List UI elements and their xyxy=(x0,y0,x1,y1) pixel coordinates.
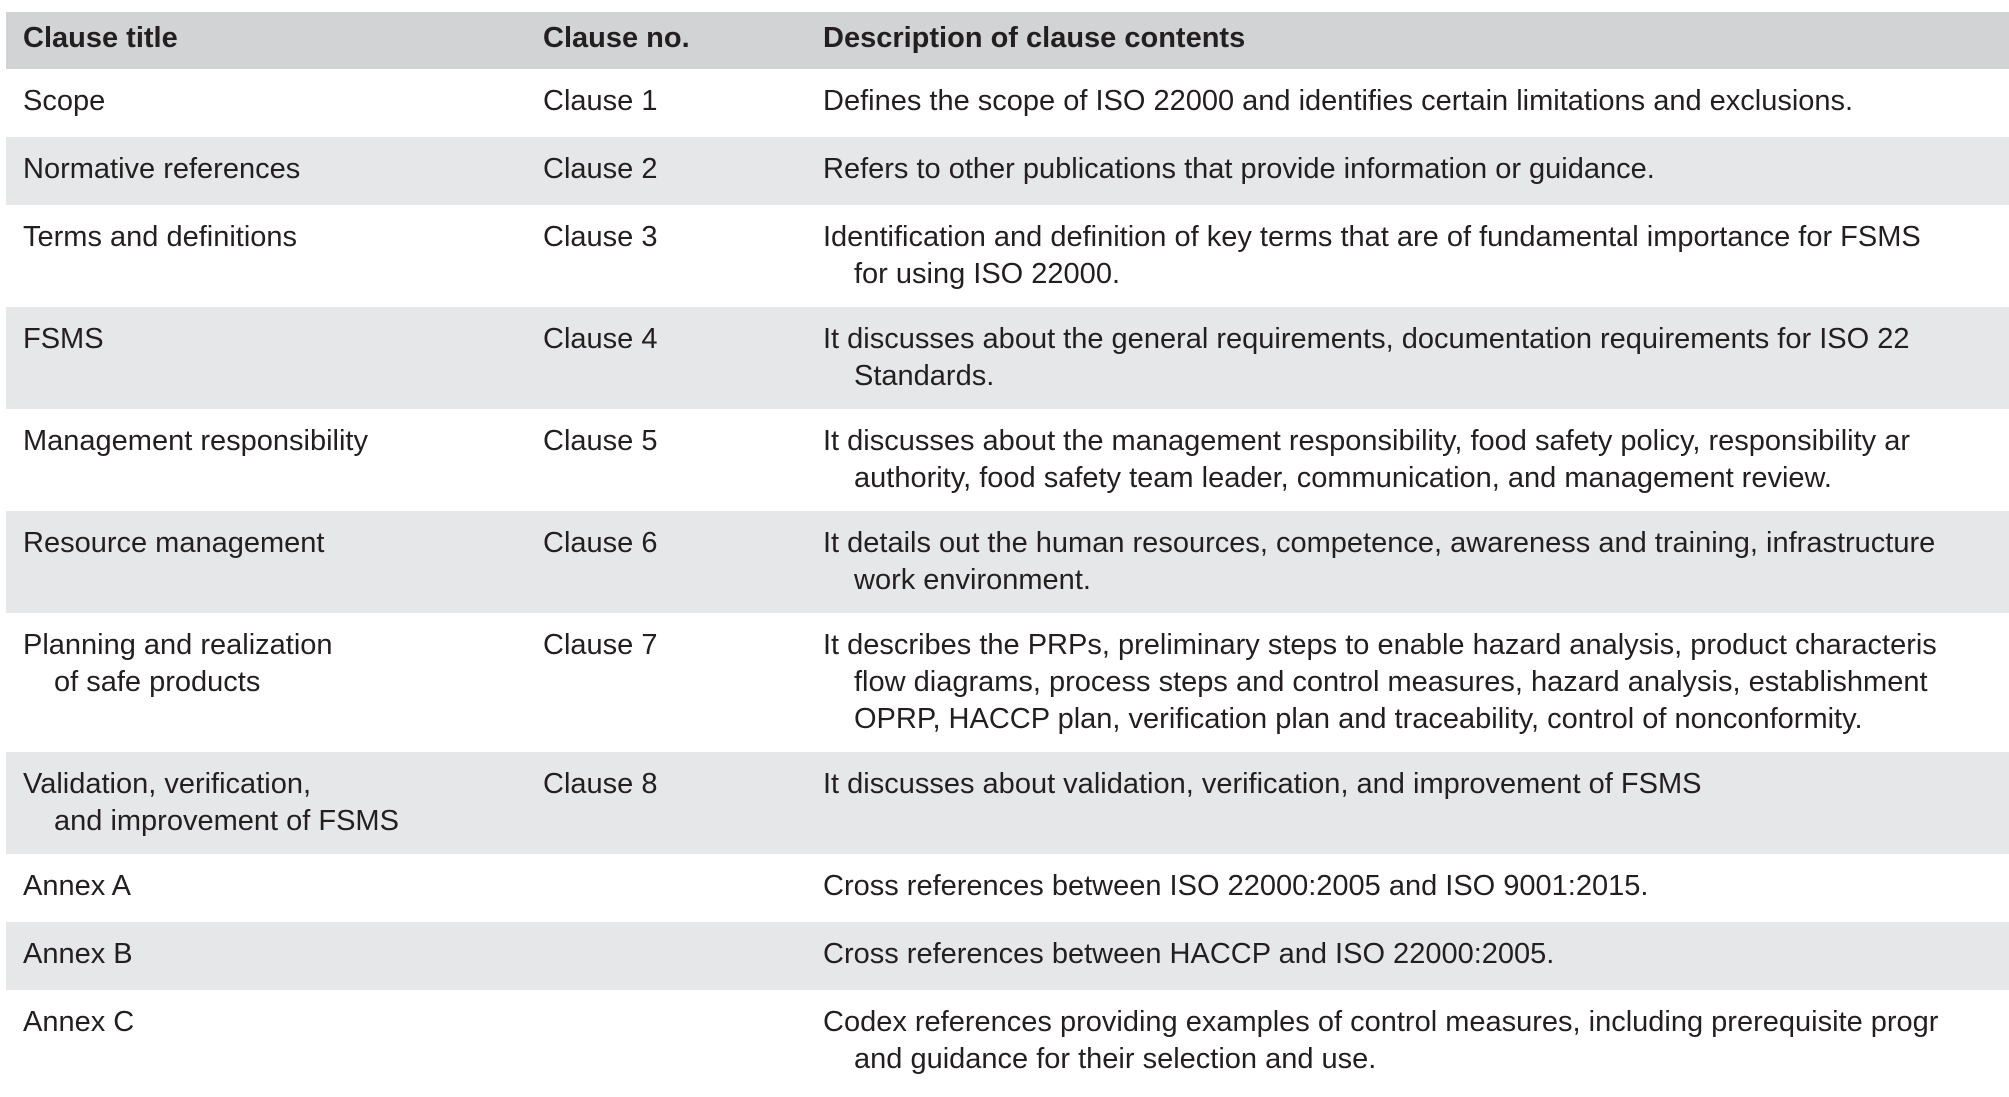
clause-title-cell xyxy=(6,151,543,191)
description-line: Refers to other publications that provide information or guidance. xyxy=(823,153,1655,185)
clause-description-cell xyxy=(823,151,2009,191)
clause-number-cell: Clause 6 xyxy=(543,527,658,559)
clause-title-line: Annex C xyxy=(23,1006,135,1038)
clause-description-cell xyxy=(823,219,2009,293)
clause-description-cell xyxy=(823,936,2009,976)
clause-description-cell xyxy=(823,423,2009,497)
table-row xyxy=(6,205,2009,307)
description-line: Identification and definition of key terms that are of fundamental importance for FSMS xyxy=(823,221,1921,253)
clause-description-cell xyxy=(823,766,2009,840)
description-line: authority, food safety team leader, communication, and management review. xyxy=(854,462,1832,494)
header-clause-title: Clause title xyxy=(23,22,178,54)
clause-title-cell xyxy=(6,423,543,497)
clause-description-cell xyxy=(823,321,2009,395)
clause-table xyxy=(6,12,2009,1092)
clause-title-line: Validation, verification, xyxy=(23,768,312,800)
clause-description-cell xyxy=(823,868,2009,908)
clause-number-cell: Clause 5 xyxy=(543,425,658,457)
description-line: It discusses about the general requirements, documentation requirements for ISO 22 xyxy=(823,323,1910,355)
clause-number-cell xyxy=(543,1004,823,1078)
clause-number-cell: Clause 1 xyxy=(543,85,658,117)
clause-number-cell: Clause 3 xyxy=(543,221,658,253)
table-row xyxy=(6,854,2009,922)
clause-title-line: Annex B xyxy=(23,938,133,970)
description-line: Codex references providing examples of control measures, including prerequisite progr xyxy=(823,1006,1939,1038)
table-header-row xyxy=(6,12,2009,69)
description-line: for using ISO 22000. xyxy=(854,258,1120,290)
clause-number-cell: Clause 4 xyxy=(543,323,658,355)
clause-number-cell xyxy=(543,936,823,976)
clause-description-cell xyxy=(823,525,2009,599)
clause-title-line: Management responsibility xyxy=(23,425,368,457)
header-description: Description of clause contents xyxy=(823,22,1246,54)
description-line: It discusses about validation, verification, and improvement of FSMS xyxy=(823,768,1702,800)
clause-title-line: and improvement of FSMS xyxy=(54,805,399,837)
clause-description-cell xyxy=(823,83,2009,123)
description-line: It details out the human resources, competence, awareness and training, infrastructure xyxy=(823,527,1936,559)
clause-title-cell xyxy=(6,219,543,293)
table-row xyxy=(6,409,2009,511)
description-line: Defines the scope of ISO 22000 and identifies certain limitations and exclusions. xyxy=(823,85,1854,117)
clause-number-cell xyxy=(543,868,823,908)
clause-title-line: Resource management xyxy=(23,527,325,559)
description-line: flow diagrams, process steps and control measures, hazard analysis, establishment xyxy=(854,666,1928,698)
clause-title-line: Normative references xyxy=(23,153,301,185)
description-line: It discusses about the management responsibility, food safety policy, responsibility ar xyxy=(823,425,1910,457)
clause-title-cell xyxy=(6,766,543,840)
clause-number-cell: Clause 8 xyxy=(543,768,658,800)
clause-title-line: FSMS xyxy=(23,323,104,355)
table-row xyxy=(6,752,2009,854)
table-row xyxy=(6,69,2009,137)
description-line: Cross references between HACCP and ISO 22000:2005. xyxy=(823,938,1555,970)
clause-title-line: Annex A xyxy=(23,870,132,902)
clause-title-cell xyxy=(6,525,543,599)
description-line: work environment. xyxy=(854,564,1091,596)
table-row xyxy=(6,511,2009,613)
clause-title-cell xyxy=(6,1004,543,1078)
description-line: Cross references between ISO 22000:2005 and ISO 9001:2015. xyxy=(823,870,1649,902)
description-line: Standards. xyxy=(854,360,995,392)
clause-number-cell: Clause 7 xyxy=(543,629,658,661)
table-row xyxy=(6,307,2009,409)
clause-title-cell xyxy=(6,321,543,395)
clause-description-cell xyxy=(823,627,2009,738)
description-line: and guidance for their selection and use. xyxy=(854,1043,1377,1075)
description-line: It describes the PRPs, preliminary steps to enable hazard analysis, product characteris xyxy=(823,629,1937,661)
clause-title-cell xyxy=(6,936,543,976)
header-clause-number: Clause no. xyxy=(543,22,690,54)
clause-title-line: Terms and definitions xyxy=(23,221,298,253)
clause-title-line: Planning and realization xyxy=(23,629,333,661)
clause-number-cell: Clause 2 xyxy=(543,153,658,185)
table-row xyxy=(6,613,2009,752)
description-line: OPRP, HACCP plan, verification plan and traceability, control of nonconformity. xyxy=(854,703,1863,735)
table-row xyxy=(6,990,2009,1092)
clause-title-line: of safe products xyxy=(54,666,261,698)
clause-description-cell xyxy=(823,1004,2009,1078)
table-row xyxy=(6,137,2009,205)
clause-title-cell xyxy=(6,627,543,738)
table-row xyxy=(6,922,2009,990)
clause-title-cell xyxy=(6,868,543,908)
clause-title-line: Scope xyxy=(23,85,106,117)
clause-title-cell xyxy=(6,83,543,123)
